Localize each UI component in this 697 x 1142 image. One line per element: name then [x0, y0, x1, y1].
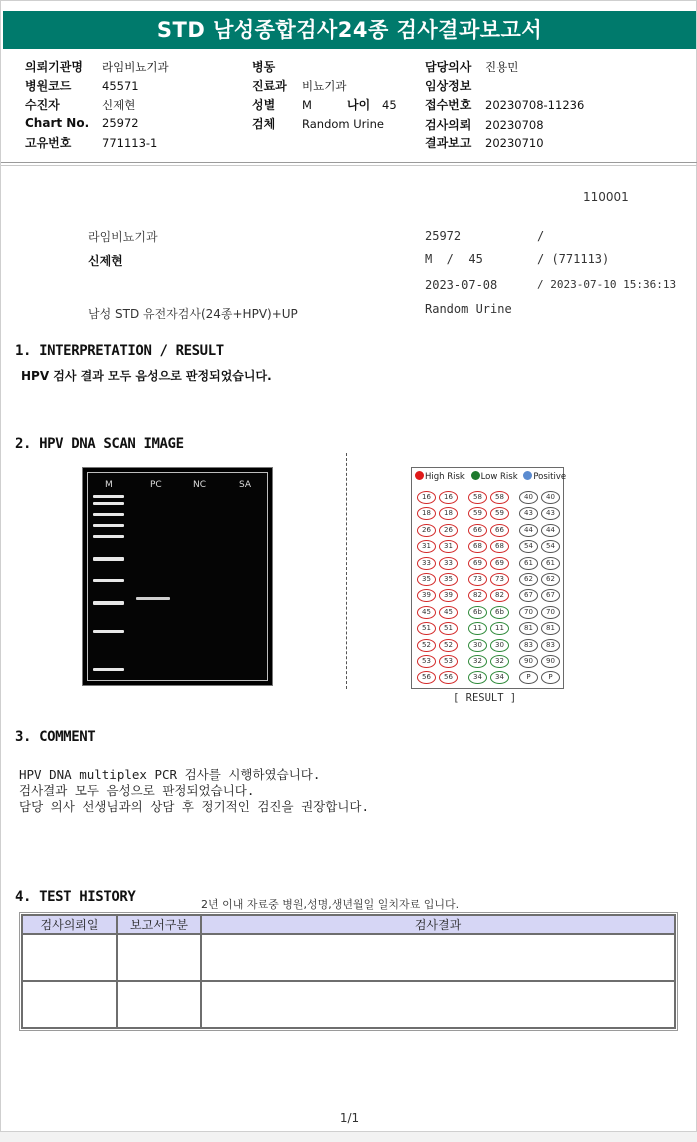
header-dept-row: [252, 77, 346, 94]
gel-electrophoresis-image: [83, 468, 272, 685]
ladder-band: [93, 513, 124, 516]
ladder-band: [93, 524, 124, 527]
history-cell: [117, 934, 201, 981]
header-value: 25972: [102, 116, 139, 130]
genotype-oval: 73: [490, 573, 509, 586]
page-number: 1/1: [339, 1111, 360, 1125]
genotype-oval: 61: [519, 557, 538, 570]
genotype-oval: 83: [541, 639, 560, 652]
specimen: Random Urine: [425, 302, 512, 316]
genotype-oval: 70: [541, 606, 560, 619]
genotype-oval: 16: [417, 491, 436, 504]
header-doctor-row: [425, 58, 518, 75]
report-datetime: / 2023-07-10 15:36:13: [537, 278, 677, 291]
section-scan-image-title: 2. HPV DNA SCAN IMAGE: [15, 436, 184, 452]
history-cell: [201, 934, 675, 981]
header-value: 20230708: [485, 118, 544, 132]
lane-label: PC: [150, 480, 162, 490]
genotype-oval: 62: [519, 573, 538, 586]
genotype-oval: 68: [468, 540, 487, 553]
comment-line: 담당 의사 선생님과의 상담 후 정기적인 검진을 권장합니다.: [19, 799, 370, 814]
genotype-oval: 31: [417, 540, 436, 553]
header-label: 고유번호: [25, 136, 72, 150]
gel-frame: [87, 472, 268, 681]
header-accession-row: [425, 96, 584, 113]
header-specimen-row: [252, 115, 384, 132]
header-label: 의뢰기관명: [25, 60, 83, 74]
genotype-oval: 66: [468, 524, 487, 537]
header-label: 병동: [252, 60, 276, 74]
header-label: 접수번호: [425, 98, 472, 112]
table-row: [22, 934, 675, 981]
genotype-oval: 44: [519, 524, 538, 537]
legend-label: High Risk: [425, 472, 465, 482]
header-clinic-row: [25, 58, 169, 75]
genotype-oval: 40: [541, 491, 560, 504]
header-value: 20230708-11236: [485, 98, 585, 112]
genotype-oval: 40: [519, 491, 538, 504]
ladder-band: [93, 557, 124, 561]
pc-band: [136, 597, 170, 600]
genotype-oval: 82: [468, 589, 487, 602]
header-value: 비뇨기과: [302, 79, 347, 93]
genotype-oval: 30: [468, 639, 487, 652]
header-label: 담당의사: [425, 60, 472, 74]
header-value: 진용민: [485, 60, 519, 74]
header-value: 20230710: [485, 136, 544, 150]
genotype-oval: P: [541, 671, 560, 684]
header-label: 결과보고: [425, 136, 472, 150]
genotype-oval: 53: [417, 655, 436, 668]
header-label: 검체: [252, 117, 276, 131]
column-header: 검사의뢰일: [22, 915, 117, 934]
genotype-oval: 62: [541, 573, 560, 586]
genotype-oval: 54: [541, 540, 560, 553]
genotype-oval: 83: [519, 639, 538, 652]
genotype-oval: 56: [439, 671, 458, 684]
header-label: 임상정보: [425, 79, 472, 93]
report-title: STD 남성종합검사24종 검사결과보고서: [3, 11, 696, 49]
genotype-oval: 11: [490, 622, 509, 635]
header-value: Random Urine: [302, 117, 384, 131]
genotype-oval: 52: [417, 639, 436, 652]
legend-label: Positive: [533, 472, 567, 482]
divider-dashed: [346, 453, 347, 689]
header-sex-age-row: [252, 96, 397, 113]
header-label: Chart No.: [25, 116, 90, 130]
hpv-genotype-panel: [411, 467, 567, 689]
history-header-row: [22, 915, 675, 934]
patient-name: 신제현: [88, 254, 123, 268]
genotype-oval: 44: [541, 524, 560, 537]
genotype-oval: 61: [541, 557, 560, 570]
genotype-oval: 81: [519, 622, 538, 635]
ladder-band: [93, 668, 124, 671]
lane-label: NC: [193, 480, 207, 490]
genotype-oval: 43: [519, 507, 538, 520]
genotype-oval: 59: [490, 507, 509, 520]
genotype-oval: 6b: [490, 606, 509, 619]
header-divider: [1, 162, 697, 166]
section-comment-title: 3. COMMENT: [15, 729, 96, 745]
genotype-oval: 56: [417, 671, 436, 684]
chart-number: 25972: [425, 229, 462, 243]
clinic-name: 라임비뇨기과: [88, 230, 158, 244]
genotype-oval: 73: [468, 573, 487, 586]
history-cell: [201, 981, 675, 1028]
header-label: 검사의뢰: [425, 118, 472, 132]
genotype-oval: 70: [519, 606, 538, 619]
comment-text: [19, 767, 369, 815]
genotype-oval: 34: [490, 671, 509, 684]
genotype-oval: 35: [439, 573, 458, 586]
genotype-oval: 32: [490, 655, 509, 668]
genotype-oval: 31: [439, 540, 458, 553]
header-ward-row: [252, 58, 275, 75]
column-header: 검사결과: [201, 915, 675, 934]
table-row: [22, 981, 675, 1028]
genotype-oval: 69: [490, 557, 509, 570]
genotype-oval: P: [519, 671, 538, 684]
header-report-date-row: [425, 134, 544, 151]
column-header: 보고서구분: [117, 915, 201, 934]
ladder-band: [93, 502, 124, 505]
history-cell: [22, 934, 117, 981]
header-chart-row: [25, 116, 139, 130]
genotype-oval: 51: [439, 622, 458, 635]
genotype-oval: 90: [519, 655, 538, 668]
header-label: 성별: [252, 98, 276, 112]
request-date: 2023-07-08: [425, 278, 498, 292]
panel-legend: [415, 471, 566, 482]
genotype-oval: 90: [541, 655, 560, 668]
ladder-band: [93, 601, 124, 605]
genotype-oval: 11: [468, 622, 487, 635]
genotype-oval: 30: [490, 639, 509, 652]
header-hospital-code-row: [25, 77, 139, 94]
genotype-oval: 26: [417, 524, 436, 537]
header-label: 나이: [347, 98, 371, 112]
history-cell: [22, 981, 117, 1028]
genotype-oval: 81: [541, 622, 560, 635]
genotype-oval: 67: [519, 589, 538, 602]
comment-line: HPV DNA multiplex PCR 검사를 시행하였습니다.: [19, 767, 321, 782]
header-label: 수진자: [25, 98, 60, 112]
low-risk-dot-icon: [471, 471, 480, 480]
genotype-oval: 58: [490, 491, 509, 504]
ladder-band: [93, 495, 124, 498]
genotype-oval: 58: [468, 491, 487, 504]
test-name: 남성 STD 유전자검사(24종+HPV)+UP: [88, 307, 298, 321]
header-value: 신제현: [102, 98, 136, 112]
genotype-oval: 52: [439, 639, 458, 652]
history-table: [21, 914, 676, 1029]
header-clinical-info-row: [425, 77, 485, 94]
genotype-oval: 18: [417, 507, 436, 520]
genotype-oval: 16: [439, 491, 458, 504]
header-patient-row: [25, 96, 135, 113]
report-code: 110001: [583, 190, 629, 204]
genotype-oval: 39: [417, 589, 436, 602]
history-cell: [117, 981, 201, 1028]
ladder-band: [93, 579, 124, 582]
history-note: 2년 이내 자료중 병원,성명,생년월일 일치자료 입니다.: [201, 898, 460, 911]
genotype-oval: 69: [468, 557, 487, 570]
genotype-oval: 59: [468, 507, 487, 520]
genotype-oval: 82: [490, 589, 509, 602]
header-label: 병원코드: [25, 79, 72, 93]
genotype-oval: 26: [439, 524, 458, 537]
genotype-oval: 33: [439, 557, 458, 570]
header-value: 771113-1: [102, 136, 158, 150]
genotype-oval: 43: [541, 507, 560, 520]
separator: /: [537, 229, 545, 243]
header-value: 라임비뇨기과: [102, 60, 169, 74]
birth-date: / (771113): [537, 252, 610, 266]
legend-label: Low Risk: [480, 472, 518, 482]
header-unique-id-row: [25, 134, 157, 151]
genotype-oval: 6b: [468, 606, 487, 619]
ladder-band: [93, 630, 124, 633]
genotype-oval: 66: [490, 524, 509, 537]
header-value: 45571: [102, 79, 139, 93]
section-history-title: 4. TEST HISTORY: [15, 889, 136, 905]
high-risk-dot-icon: [415, 471, 424, 480]
positive-dot-icon: [523, 471, 532, 480]
genotype-oval: 54: [519, 540, 538, 553]
genotype-oval: 67: [541, 589, 560, 602]
genotype-oval: 68: [490, 540, 509, 553]
genotype-oval: 45: [417, 606, 436, 619]
genotype-oval: 53: [439, 655, 458, 668]
header-value: 45: [382, 98, 397, 112]
genotype-oval: 35: [417, 573, 436, 586]
header-request-date-row: [425, 116, 544, 133]
lane-label: SA: [239, 480, 252, 490]
genotype-oval: 32: [468, 655, 487, 668]
comment-line: 검사결과 모두 음성으로 판정되었습니다.: [19, 783, 255, 798]
header-label: 진료과: [252, 79, 287, 93]
genotype-oval: 45: [439, 606, 458, 619]
genotype-oval: 33: [417, 557, 436, 570]
lane-label: M: [105, 480, 113, 490]
genotype-oval: 51: [417, 622, 436, 635]
interpretation-text: HPV 검사 결과 모두 음성으로 판정되었습니다.: [21, 369, 272, 383]
result-caption: [ RESULT ]: [453, 692, 517, 704]
genotype-oval: 18: [439, 507, 458, 520]
header-value: M: [302, 98, 312, 112]
sex-age: M / 45: [425, 252, 483, 266]
ladder-band: [93, 535, 124, 538]
section-interpretation-title: 1. INTERPRETATION / RESULT: [15, 343, 224, 359]
genotype-oval: 34: [468, 671, 487, 684]
genotype-oval: 39: [439, 589, 458, 602]
